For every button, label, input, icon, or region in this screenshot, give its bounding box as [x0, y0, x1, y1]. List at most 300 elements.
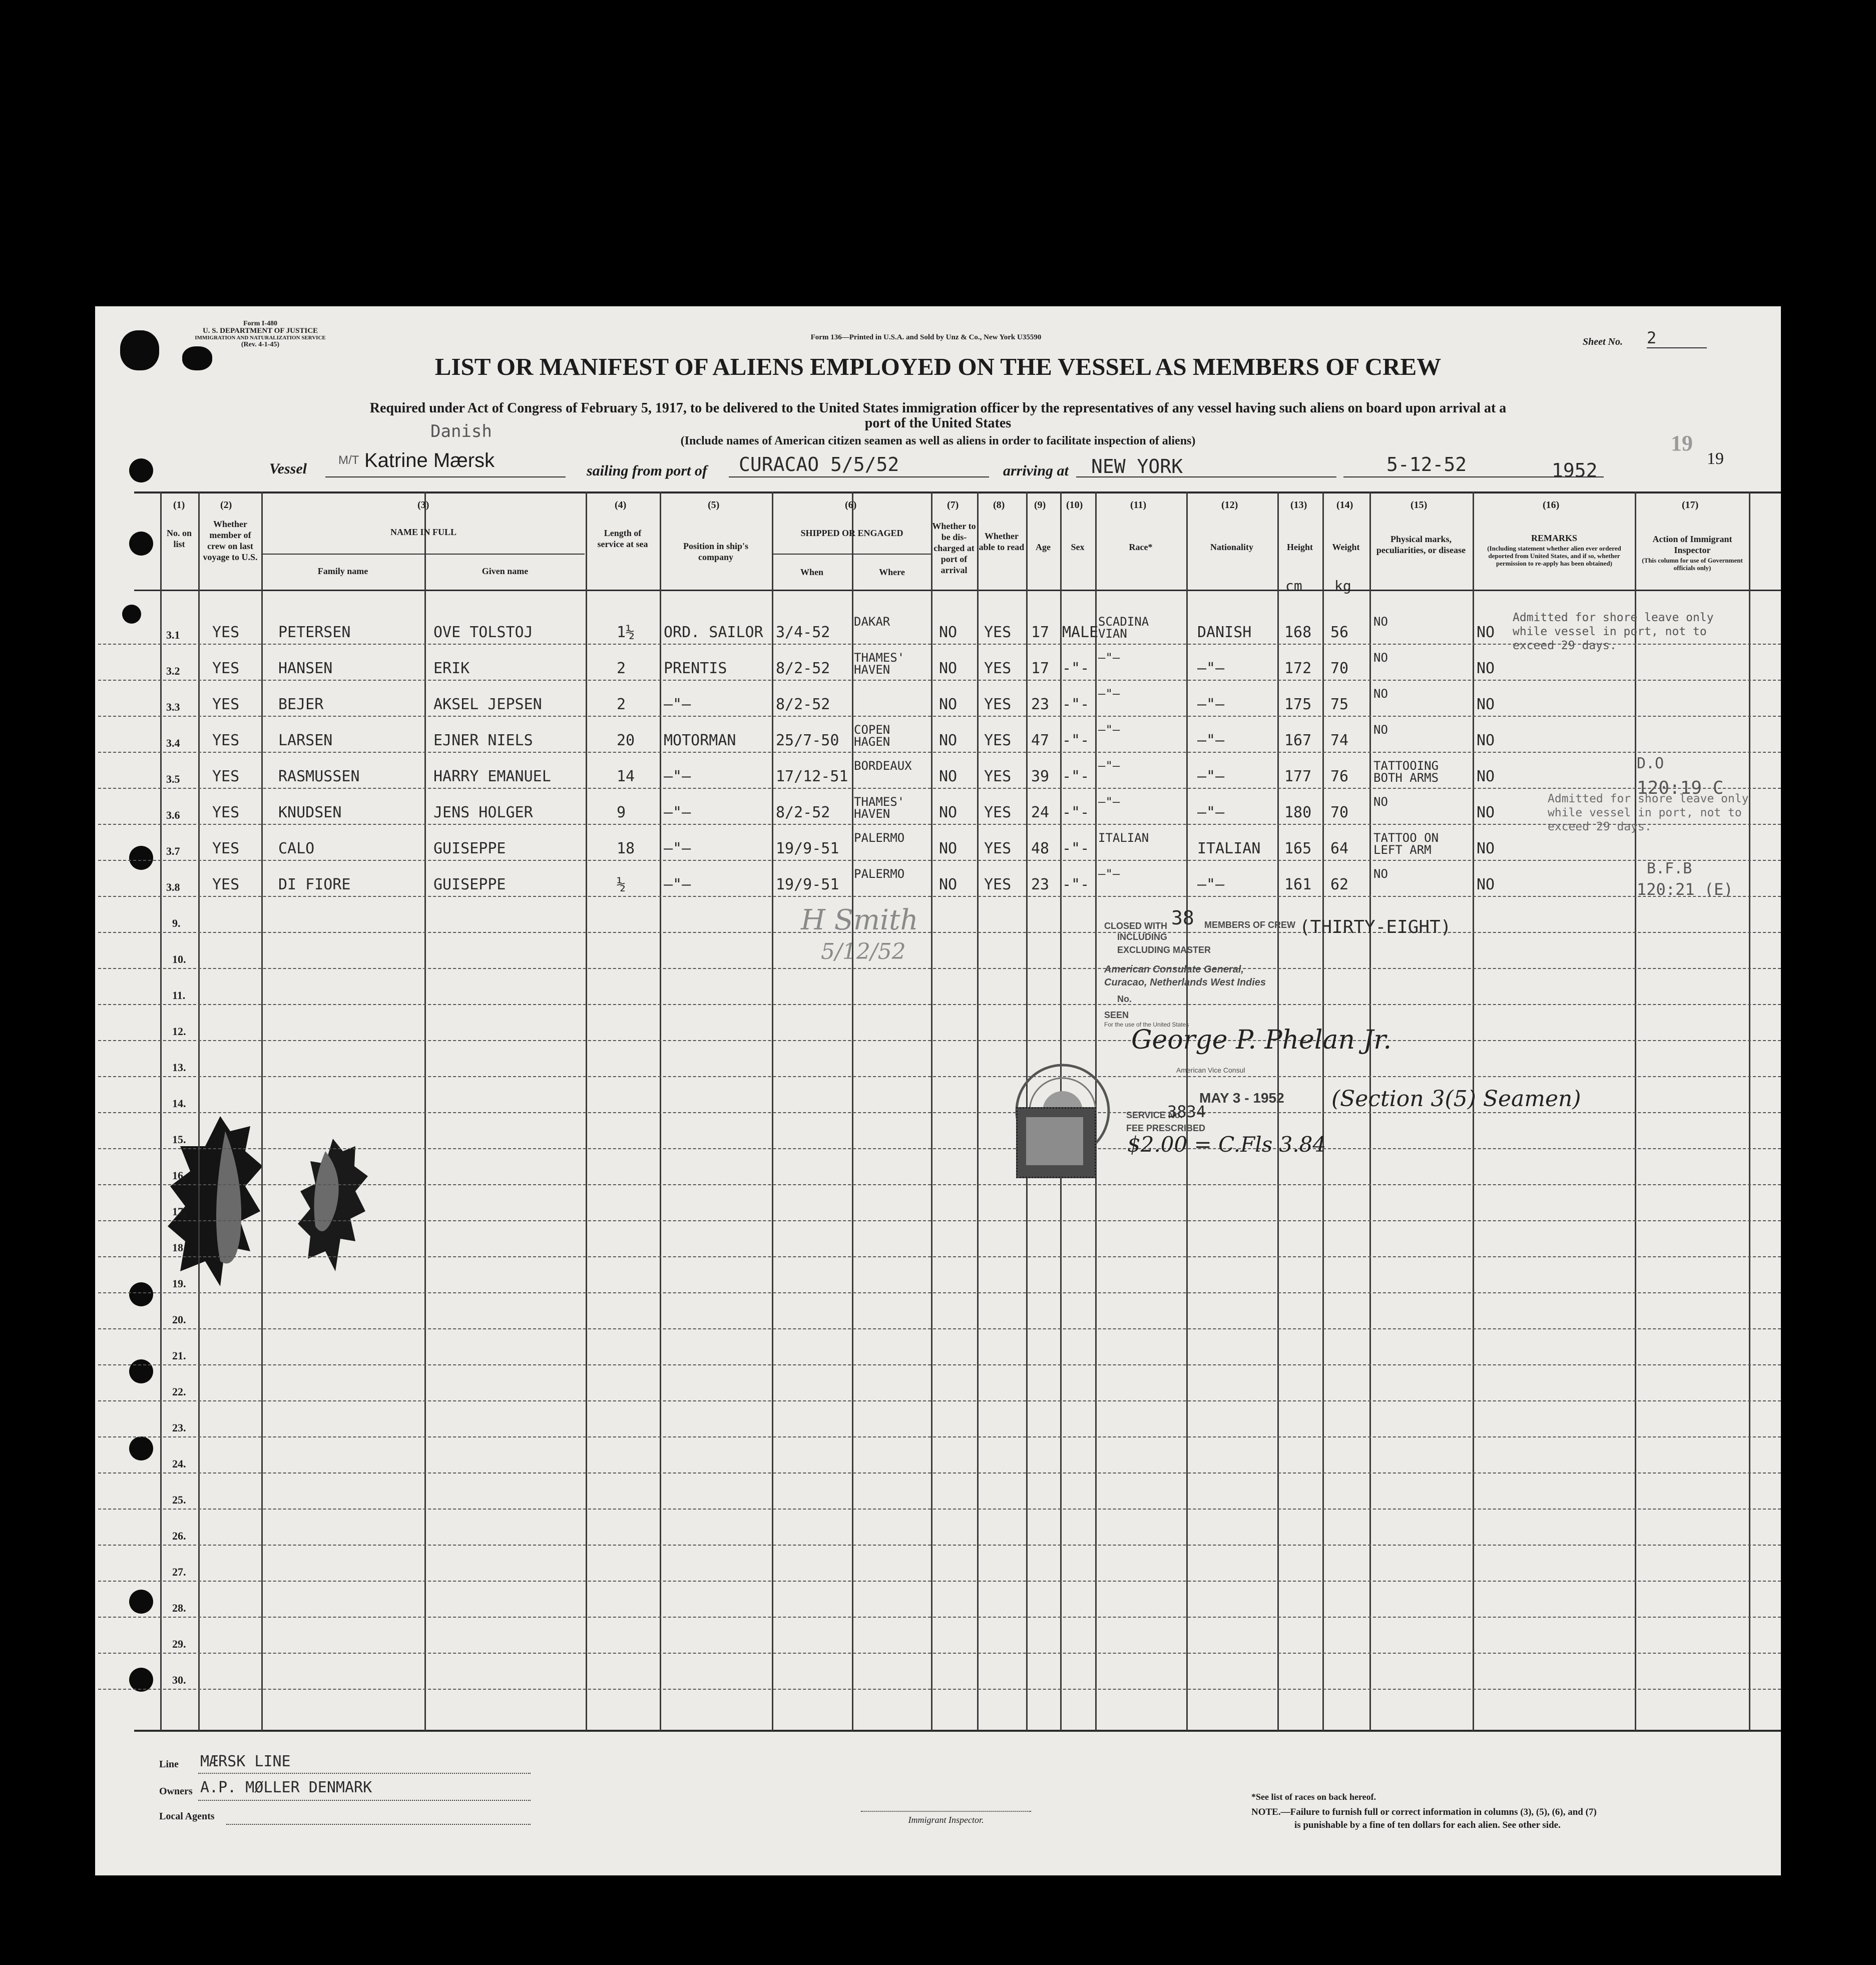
header-nationality: Nationality — [1210, 542, 1253, 552]
row-line — [98, 1364, 1781, 1365]
owners-value: A.P. MØLLER DENMARK — [200, 1779, 372, 1796]
local-agents-label: Local Agents — [159, 1811, 215, 1822]
action-code-1b: 120:19 C — [1637, 778, 1724, 798]
discharge-cell: NO — [939, 696, 958, 713]
read-cell: YES — [984, 624, 1012, 641]
header-no-on-list: No. on list — [166, 528, 192, 549]
age-cell: 47 — [1031, 732, 1050, 749]
shipped-where-cell: BORDEAUX — [854, 759, 912, 773]
header-name-in-full: NAME IN FULL — [390, 527, 456, 537]
service-length-cell: 2 — [617, 660, 626, 677]
sex-cell: -"- — [1062, 804, 1090, 821]
header-position: Position in ship's company — [683, 541, 749, 562]
nationality-cell: DANISH — [1197, 624, 1252, 641]
sex-cell: -"- — [1062, 696, 1090, 713]
marks-cell: TATTOO ON LEFT ARM — [1373, 831, 1439, 857]
empty-row-number: 24. — [172, 1457, 186, 1470]
crew-count-words: (THIRTY-EIGHT) — [1299, 917, 1452, 937]
position-cell: MOTORMAN — [664, 732, 736, 749]
read-cell: YES — [984, 768, 1012, 785]
colnum-2: (2) — [220, 500, 232, 511]
row-line — [98, 1148, 1781, 1149]
header-read: Whether able to read — [979, 531, 1025, 552]
read-cell: YES — [984, 876, 1012, 893]
race-cell: —"— — [1098, 867, 1120, 881]
colnum-15: (15) — [1411, 500, 1428, 511]
prev-voyage-cell: YES — [212, 768, 240, 785]
faint-year-mark: 19 — [1671, 431, 1693, 455]
age-cell: 23 — [1031, 876, 1050, 893]
vessel-label: Vessel — [269, 460, 307, 477]
row-line — [98, 1040, 1781, 1041]
seen-label: SEEN — [1104, 1010, 1129, 1020]
header-marks: Physical marks, peculiarities, or disease — [1376, 534, 1466, 555]
empty-row-number: 14. — [172, 1097, 186, 1110]
colnum-5: (5) — [708, 500, 720, 511]
empty-row-number: 12. — [172, 1025, 186, 1038]
service-length-cell: 20 — [617, 732, 635, 749]
vice-consul-label: American Vice Consul — [1176, 1066, 1245, 1074]
form-identifier: Form I-480 U. S. DEPARTMENT OF JUSTICE IMMIGRATION AND NATURALIZATION SERVICE (Rev. 4-1-45) — [195, 320, 326, 348]
given-name-cell: AKSEL JEPSEN — [433, 696, 542, 713]
position-cell: —"— — [664, 696, 691, 713]
row-line — [98, 932, 1781, 933]
sex-cell: -"- — [1062, 840, 1090, 857]
row-number: 3.4 — [166, 737, 180, 749]
row-line — [98, 1509, 1781, 1510]
table-top-border — [134, 492, 1781, 494]
nationality-cell: —"— — [1197, 696, 1225, 713]
row-number: 3.7 — [166, 845, 180, 857]
given-name-cell: GUISEPPE — [433, 840, 506, 857]
prev-voyage-cell: YES — [212, 732, 240, 749]
header-age: Age — [1036, 542, 1051, 552]
empty-row-number: 20. — [172, 1313, 186, 1326]
discharge-cell: NO — [939, 768, 958, 785]
punch-hole — [129, 1282, 153, 1306]
shipped-when-cell: 8/2-52 — [776, 696, 830, 713]
row-line — [98, 1004, 1781, 1005]
row-number: 3.6 — [166, 809, 180, 821]
empty-row-number: 17. — [172, 1205, 186, 1218]
arrival-date: 5-12-52 — [1386, 453, 1467, 475]
vessel-name: Katrine Mærsk — [364, 449, 495, 471]
header-remarks-note: (Including statement whether alien ever ordered deported from United States, and if so, whether permission to re-apply has been obtained) — [1487, 545, 1621, 567]
weight-cell: 56 — [1330, 624, 1349, 641]
service-number: 3834 — [1167, 1102, 1206, 1121]
family-name-cell: BEJER — [278, 696, 324, 713]
empty-row-number: 19. — [172, 1277, 186, 1290]
shipped-when-cell: 8/2-52 — [776, 660, 830, 677]
discharge-cell: NO — [939, 624, 958, 641]
action-code-2a: B.F.B — [1647, 860, 1692, 877]
arriving-label: arriving at — [1003, 462, 1069, 479]
family-name-cell: KNUDSEN — [278, 804, 342, 821]
weight-cell: 76 — [1330, 768, 1349, 785]
row-line — [98, 1581, 1781, 1582]
nationality-cell: —"— — [1197, 876, 1225, 893]
row-line — [98, 860, 1781, 861]
shipped-where-cell: PALERMO — [854, 831, 905, 845]
marks-cell: NO — [1373, 615, 1388, 629]
shore-leave-stamp-2: Admitted for shore leave only while vessel in port, not to exceed 29 days. — [1548, 792, 1749, 833]
family-name-cell: RASMUSSEN — [278, 768, 360, 785]
consulate-date: MAY 3 - 1952 — [1199, 1090, 1284, 1106]
header-given-name: Given name — [482, 566, 529, 576]
shipped-where-cell: COPEN HAGEN — [854, 723, 890, 749]
empty-row-number: 28. — [172, 1602, 186, 1614]
header-discharged: Whether to be dis-charged at port of arrival — [932, 521, 976, 575]
row-line — [98, 1689, 1781, 1690]
colnum-6: (6) — [845, 500, 857, 511]
position-cell: —"— — [664, 804, 691, 821]
row-line — [98, 788, 1781, 789]
height-unit: cm — [1285, 578, 1302, 594]
shipped-when-cell: 17/12-51 — [776, 768, 848, 785]
marks-cell: NO — [1373, 651, 1388, 665]
discharge-cell: NO — [939, 732, 958, 749]
height-cell: 161 — [1284, 876, 1312, 893]
remarks-cell: NO — [1477, 840, 1495, 857]
members-label: MEMBERS OF CREW — [1204, 920, 1295, 930]
header-shipped: SHIPPED OR ENGAGED — [800, 528, 903, 538]
race-cell: ITALIAN — [1098, 831, 1149, 845]
remarks-cell: NO — [1477, 732, 1495, 749]
colnum-16: (16) — [1543, 500, 1560, 511]
service-length-cell: 2 — [617, 696, 626, 713]
punch-hole — [129, 1359, 153, 1383]
header-weight: Weight — [1332, 542, 1360, 552]
prev-voyage-cell: YES — [212, 696, 240, 713]
remarks-cell: NO — [1477, 696, 1495, 713]
sex-cell: -"- — [1062, 660, 1090, 677]
vessel-prefix: M/T — [338, 453, 359, 467]
header-action: Action of Immigrant Inspector — [1652, 534, 1732, 555]
closed-with-label: CLOSED WITH — [1104, 921, 1167, 931]
fee-amount: $2.00 = C.Fls 3.84 — [1127, 1132, 1326, 1157]
age-cell: 23 — [1031, 696, 1050, 713]
empty-row-number: 23. — [172, 1421, 186, 1434]
shipped-where-cell: THAMES' HAVEN — [854, 795, 905, 821]
row-number: 3.2 — [166, 665, 180, 677]
service-length-cell: 1½ — [617, 624, 635, 641]
race-note: *See list of races on back hereof. — [1251, 1792, 1376, 1802]
service-no-label: SERVICE No. — [1126, 1110, 1183, 1120]
colnum-4: (4) — [615, 500, 627, 511]
family-name-cell: LARSEN — [278, 732, 333, 749]
colnum-10: (10) — [1066, 500, 1083, 511]
row-line — [98, 896, 1781, 897]
owners-underline — [198, 1800, 531, 1801]
header-where: Where — [879, 567, 905, 577]
given-name-cell: EJNER NIELS — [433, 732, 533, 749]
position-cell: —"— — [664, 876, 691, 893]
discharge-cell: NO — [939, 660, 958, 677]
family-name-cell: CALO — [278, 840, 315, 857]
remarks-cell: NO — [1477, 768, 1495, 785]
prev-voyage-cell: YES — [212, 840, 240, 857]
marks-cell: NO — [1373, 723, 1388, 737]
race-cell: SCADINA VIAN — [1098, 615, 1149, 641]
row-line — [98, 1220, 1781, 1221]
weight-cell: 70 — [1330, 804, 1349, 821]
colnum-9: (9) — [1034, 500, 1046, 511]
punch-hole — [129, 846, 153, 870]
row-number: 3.8 — [166, 881, 180, 893]
footer-note-1: NOTE.—Failure to furnish full or correct information in columns (3), (5), (6), and (7) — [1251, 1807, 1597, 1817]
race-cell: —"— — [1098, 687, 1120, 701]
line-label: Line — [159, 1759, 179, 1770]
punch-hole — [129, 1590, 153, 1614]
service-length-cell: ½ — [617, 876, 626, 893]
row-line — [98, 716, 1781, 717]
row-line — [98, 1617, 1781, 1618]
height-cell: 167 — [1284, 732, 1312, 749]
empty-row-number: 21. — [172, 1349, 186, 1362]
age-cell: 48 — [1031, 840, 1050, 857]
weight-cell: 62 — [1330, 876, 1349, 893]
position-cell: —"— — [664, 840, 691, 857]
printed-year: 19 — [1707, 449, 1724, 468]
family-name-cell: DI FIORE — [278, 876, 351, 893]
family-name-cell: PETERSEN — [278, 624, 351, 641]
shipped-where-cell: THAMES' HAVEN — [854, 651, 905, 677]
name-subheader-line — [261, 554, 585, 555]
empty-row-number: 26. — [172, 1530, 186, 1542]
shipped-when-cell: 19/9-51 — [776, 876, 839, 893]
punch-hole — [129, 1436, 153, 1460]
read-cell: YES — [984, 660, 1012, 677]
discharge-cell: NO — [939, 804, 958, 821]
age-cell: 24 — [1031, 804, 1050, 821]
given-name-cell: GUISEPPE — [433, 876, 506, 893]
empty-row-number: 10. — [172, 953, 186, 965]
colnum-3: (3) — [417, 500, 429, 511]
marks-cell: NO — [1373, 795, 1388, 809]
sex-cell: -"- — [1062, 732, 1090, 749]
empty-row-number: 25. — [172, 1494, 186, 1506]
header-member-before: Whether member of crew on last voyage to U.S. — [203, 519, 258, 562]
given-name-cell: OVE TOLSTOJ — [433, 624, 533, 641]
colnum-7: (7) — [947, 500, 959, 511]
nationality-cell: —"— — [1197, 804, 1225, 821]
header-family-name: Family name — [317, 566, 368, 576]
marks-cell: NO — [1373, 867, 1388, 881]
position-cell: PRENTIS — [664, 660, 727, 677]
arrival-year: 1952 — [1552, 459, 1598, 481]
arrival-port: NEW YORK — [1091, 455, 1183, 477]
race-cell: —"— — [1098, 759, 1120, 773]
weight-unit: kg — [1334, 578, 1351, 594]
colnum-12: (12) — [1221, 500, 1238, 511]
remarks-cell: NO — [1477, 624, 1495, 641]
fee-label: FEE PRESCRIBED — [1126, 1123, 1206, 1133]
age-cell: 39 — [1031, 768, 1050, 785]
colnum-14: (14) — [1336, 500, 1353, 511]
header-length-service: Length of service at sea — [597, 528, 648, 549]
position-cell: —"— — [664, 768, 691, 785]
height-cell: 177 — [1284, 768, 1312, 785]
header-remarks: REMARKS — [1531, 533, 1577, 543]
empty-row-number: 11. — [172, 989, 186, 1002]
row-line — [98, 1436, 1781, 1437]
punch-hole — [122, 605, 141, 624]
consulate-office-2: Curacao, Netherlands West Indies — [1104, 977, 1266, 988]
punch-hole — [129, 1668, 153, 1692]
colnum-13: (13) — [1290, 500, 1307, 511]
weight-cell: 74 — [1330, 732, 1349, 749]
weight-cell: 64 — [1330, 840, 1349, 857]
row-line — [98, 968, 1781, 969]
age-cell: 17 — [1031, 624, 1050, 641]
shipped-where-cell: DAKAR — [854, 615, 890, 629]
row-line — [98, 1256, 1781, 1257]
row-line — [98, 1328, 1781, 1329]
nationality-cell: —"— — [1197, 660, 1225, 677]
empty-row-number: 30. — [172, 1674, 186, 1686]
owners-label: Owners — [159, 1786, 193, 1797]
sex-cell: -"- — [1062, 768, 1090, 785]
excluding-label: EXCLUDING MASTER — [1117, 945, 1211, 955]
empty-row-number: 9. — [172, 917, 181, 929]
height-cell: 168 — [1284, 624, 1312, 641]
marks-cell: NO — [1373, 687, 1388, 701]
consulate-no-label: No. — [1117, 994, 1132, 1004]
given-name-cell: JENS HOLGER — [433, 804, 533, 821]
empty-row-number: 22. — [172, 1385, 186, 1398]
nationality-cell: —"— — [1197, 768, 1225, 785]
weight-cell: 75 — [1330, 696, 1349, 713]
race-cell: —"— — [1098, 795, 1120, 809]
shipped-when-cell: 25/7-50 — [776, 732, 839, 749]
race-cell: —"— — [1098, 651, 1120, 665]
shipped-when-cell: 3/4-52 — [776, 624, 830, 641]
race-cell: —"— — [1098, 723, 1120, 737]
row-number: 3.3 — [166, 701, 180, 713]
weight-cell: 70 — [1330, 660, 1349, 677]
action-code-1a: D.O — [1637, 755, 1664, 772]
subtitle-3: (Include names of American citizen seamen as well as aliens in order to facilitate inspection of aliens) — [680, 434, 1196, 447]
age-cell: 17 — [1031, 660, 1050, 677]
row-line — [98, 1292, 1781, 1293]
empty-row-number: 27. — [172, 1566, 186, 1578]
position-cell: ORD. SAILOR — [664, 624, 763, 641]
given-name-cell: HARRY EMANUEL — [433, 768, 551, 785]
sailing-port: CURACAO 5/5/52 — [739, 453, 899, 475]
consul-signature: George P. Phelan Jr. — [1131, 1025, 1391, 1055]
row-line — [98, 1112, 1781, 1113]
subtitle-1: Required under Act of Congress of February 5, 1917, to be delivered to the United States immigration officer by the representatives of any vessel having such aliens on board upon arrival at a — [369, 400, 1507, 416]
row-line — [98, 1653, 1781, 1654]
sex-cell: -"- — [1062, 876, 1090, 893]
marks-cell: TATTOOING BOTH ARMS — [1373, 759, 1439, 785]
family-name-cell: HANSEN — [278, 660, 333, 677]
prev-voyage-cell: YES — [212, 804, 240, 821]
row-line — [98, 1184, 1781, 1185]
shore-leave-stamp-1: Admitted for shore leave only while vessel in port, not to exceed 29 days. — [1513, 611, 1714, 652]
nationality-cell: —"— — [1197, 732, 1225, 749]
read-cell: YES — [984, 696, 1012, 713]
height-cell: 165 — [1284, 840, 1312, 857]
page-title: LIST OR MANIFEST OF ALIENS EMPLOYED ON THE VESSEL AS MEMBERS OF CREW — [434, 353, 1442, 380]
remarks-cell: NO — [1477, 804, 1495, 821]
wax-seal-right — [295, 1136, 370, 1276]
subtitle-2: port of the United States — [864, 415, 1012, 431]
nationality-cell: ITALIAN — [1197, 840, 1261, 857]
read-cell: YES — [984, 732, 1012, 749]
row-number: 3.5 — [166, 773, 180, 785]
row-line — [98, 752, 1781, 753]
remarks-cell: NO — [1477, 876, 1495, 893]
vessel-underline — [325, 476, 566, 477]
sheet-label: Sheet No. — [1583, 336, 1623, 347]
row-line — [98, 1400, 1781, 1401]
discharge-cell: NO — [939, 840, 958, 857]
row-number: 3.1 — [166, 629, 180, 641]
for-use-label: For the use of the United States — [1104, 1021, 1189, 1028]
port-underline — [729, 476, 989, 477]
row-line — [98, 1472, 1781, 1473]
service-length-cell: 18 — [617, 840, 635, 857]
row-line — [98, 1076, 1781, 1077]
discharge-cell: NO — [939, 876, 958, 893]
shipped-when-cell: 19/9-51 — [776, 840, 839, 857]
sex-cell: MALE — [1062, 624, 1099, 641]
height-cell: 175 — [1284, 696, 1312, 713]
given-name-cell: ERIK — [433, 660, 470, 677]
header-race: Race* — [1129, 542, 1153, 552]
sheet-number: 2 — [1647, 328, 1707, 348]
header-action-note: (This column for use of Government officials only) — [1642, 557, 1743, 572]
line-underline — [198, 1773, 531, 1774]
height-cell: 180 — [1284, 804, 1312, 821]
inspector-sign-date: 5/12/52 — [821, 939, 906, 964]
line-value: MÆRSK LINE — [200, 1753, 291, 1770]
remarks-cell: NO — [1477, 660, 1495, 677]
empty-row-number: 13. — [172, 1061, 186, 1074]
including-label: INCLUDING — [1117, 932, 1167, 942]
colnum-11: (11) — [1130, 500, 1147, 511]
row-line — [98, 1545, 1781, 1546]
colnum-1: (1) — [173, 500, 185, 511]
consulate-office-1: American Consulate General, — [1104, 964, 1244, 975]
service-length-cell: 14 — [617, 768, 635, 785]
inspector-signature: H Smith — [801, 904, 918, 936]
section-note: (Section 3(5) Seamen) — [1331, 1086, 1581, 1112]
header-bottom-border — [134, 590, 1781, 591]
header-sex: Sex — [1071, 542, 1085, 552]
prev-voyage-cell: YES — [212, 876, 240, 893]
shipped-when-cell: 8/2-52 — [776, 804, 830, 821]
empty-row-number: 18. — [172, 1241, 186, 1254]
empty-row-number: 29. — [172, 1638, 186, 1650]
inspector-underline — [861, 1811, 1031, 1812]
row-line — [98, 680, 1781, 681]
table-bottom-border — [134, 1730, 1781, 1732]
vessel-nationality: Danish — [430, 421, 492, 441]
action-code-2b: 120:21 (E) — [1637, 880, 1733, 899]
height-cell: 172 — [1284, 660, 1312, 677]
punch-hole — [129, 532, 153, 556]
colnum-17: (17) — [1682, 500, 1699, 511]
prev-voyage-cell: YES — [212, 624, 240, 641]
empty-row-number: 16. — [172, 1169, 186, 1182]
fee-stamp-center — [1026, 1117, 1083, 1165]
colnum-8: (8) — [993, 500, 1005, 511]
prev-voyage-cell: YES — [212, 660, 240, 677]
punch-hole — [129, 458, 153, 482]
read-cell: YES — [984, 840, 1012, 857]
